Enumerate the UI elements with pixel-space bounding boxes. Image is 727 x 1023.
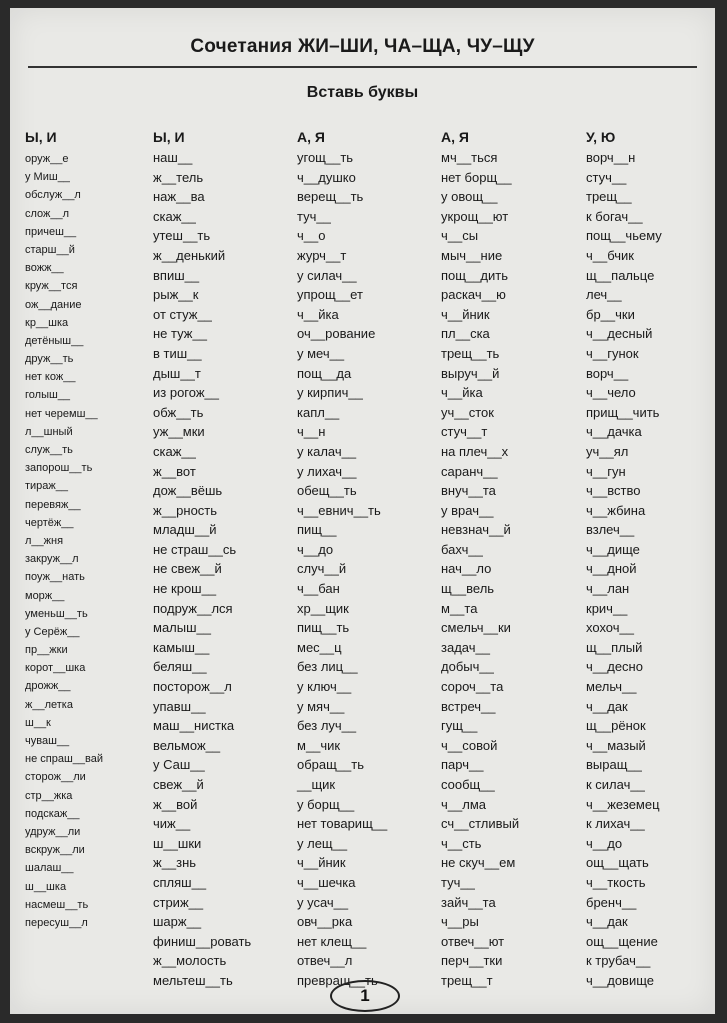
fill-in-word: ч__ткость (586, 874, 646, 890)
fill-in-word: слож__л (25, 207, 70, 220)
column-header: А, Я (297, 129, 325, 145)
fill-in-word: ч__йник (297, 855, 346, 871)
fill-in-word: м__чик (297, 737, 341, 753)
fill-in-word: ч__дной (586, 561, 637, 577)
fill-in-word: у кирпич__ (297, 385, 363, 401)
fill-in-word: м__та (441, 600, 478, 616)
fill-in-word: отвеч__ют (441, 933, 505, 949)
fill-in-word: стриж__ (153, 894, 204, 910)
fill-in-word: ч__гун (586, 463, 626, 479)
fill-in-word: хр__щик (297, 600, 349, 616)
fill-in-word: запорош__ть (25, 462, 93, 475)
word-column-3 (297, 126, 387, 991)
fill-in-word: чуваш__ (25, 735, 70, 747)
fill-in-word: круж__тся (25, 280, 78, 293)
fill-in-word: угощ__ть (297, 150, 354, 165)
fill-in-word: упрощ__ет (297, 287, 363, 303)
fill-in-word: у калач__ (297, 443, 357, 459)
fill-in-word: финиш__ровать (153, 933, 252, 949)
word-column-4 (441, 126, 519, 991)
fill-in-word: стр__жка (25, 789, 73, 802)
fill-in-word: леч__ (586, 287, 622, 303)
fill-in-word: ч__десно (586, 659, 643, 675)
fill-in-word: л__шный (25, 425, 73, 438)
fill-in-word: нет клещ__ (297, 933, 367, 949)
fill-in-word: ч__евнич__ть (297, 502, 381, 518)
fill-in-word: малыш__ (153, 620, 211, 636)
fill-in-word: ж__знь (153, 855, 197, 871)
fill-in-word: морж__ (25, 589, 65, 602)
fill-in-word: ж__летка (25, 698, 73, 711)
fill-in-word: шарж__ (153, 914, 202, 930)
fill-in-word: задач__ (441, 639, 490, 655)
fill-in-word: пр__жки (25, 644, 68, 657)
fill-in-word: сороч__та (441, 679, 504, 695)
fill-in-word: не скуч__ем (441, 855, 516, 871)
fill-in-word: уж__мки (153, 424, 205, 440)
fill-in-word: поуж__нать (25, 571, 85, 584)
fill-in-word: ч__йник (441, 306, 490, 322)
fill-in-word: оруж__е (25, 153, 69, 165)
fill-in-word: уменьш__ть (25, 607, 88, 620)
fill-in-word: из рогож__ (153, 385, 219, 401)
fill-in-word: мес__ц (297, 639, 342, 655)
fill-in-word: ч__бчик (586, 247, 634, 263)
fill-in-word: ч__дище (586, 541, 640, 557)
word-column-1 (25, 126, 103, 932)
fill-in-word: младш__й (153, 522, 217, 538)
fill-in-word: стуч__т (441, 424, 488, 440)
fill-in-word: ч__десный (586, 326, 653, 342)
word-list (441, 148, 519, 991)
fill-in-word: нет кож__ (25, 371, 76, 384)
fill-in-word: без лиц__ (297, 659, 358, 675)
fill-in-word: пощ__дить (441, 267, 508, 283)
page-title: Сочетания ЖИ–ШИ, ЧА–ЩА, ЧУ–ЩУ (190, 36, 535, 57)
word-list (586, 148, 662, 991)
fill-in-word: хохоч__ (586, 620, 634, 636)
fill-in-word: у овощ__ (441, 189, 498, 205)
fill-in-word: ворч__н (586, 150, 636, 165)
fill-in-word: отвеч__л (297, 953, 353, 969)
fill-in-word: ч__гунок (586, 345, 639, 361)
fill-in-word: ж__молость (153, 953, 227, 969)
fill-in-word: дрожж__ (25, 680, 71, 693)
fill-in-word: капл__ (297, 404, 340, 420)
fill-in-word: мельтеш__ть (153, 972, 233, 988)
fill-in-word: трещ__т (441, 972, 493, 988)
fill-in-word: ощ__щение (586, 933, 658, 949)
fill-in-word: у лихач__ (297, 463, 357, 479)
fill-in-word: упавш__ (153, 698, 206, 714)
word-list (153, 148, 251, 991)
fill-in-word: к лихач__ (586, 816, 645, 832)
fill-in-word: от стуж__ (153, 306, 212, 322)
fill-in-word: у мяч__ (297, 698, 345, 714)
fill-in-word: посторож__л (153, 679, 232, 695)
fill-in-word: превращ__ть (297, 972, 378, 988)
fill-in-word: встреч__ (441, 698, 496, 714)
fill-in-word: раскач__ю (441, 287, 506, 303)
fill-in-word: не крош__ (153, 581, 217, 597)
fill-in-word: ворч__ (586, 365, 629, 381)
fill-in-word: сторож__ли (25, 771, 86, 784)
fill-in-word: мыч__ние (441, 247, 503, 263)
fill-in-word: случ__й (297, 561, 347, 577)
fill-in-word: ч__чело (586, 385, 636, 401)
fill-in-word: ч__жбина (586, 502, 646, 518)
fill-in-word: ч__ры (441, 914, 479, 930)
column-header: А, Я (441, 129, 469, 145)
fill-in-word: стуч__ (586, 169, 627, 185)
fill-in-word: тираж__ (25, 480, 69, 493)
fill-in-word: пищ__ (297, 522, 337, 538)
fill-in-word: ч__о (297, 228, 326, 244)
fill-in-word: ч__вство (586, 483, 641, 499)
fill-in-word: детёныш__ (25, 334, 84, 347)
fill-in-word: ч__лма (441, 796, 486, 812)
fill-in-word: у Миш__ (25, 171, 70, 184)
fill-in-word: чиж__ (153, 816, 191, 832)
fill-in-word: перевяж__ (25, 498, 81, 511)
fill-in-word: пл__ска (441, 326, 490, 342)
fill-in-word: к трубач__ (586, 953, 651, 969)
fill-in-word: не туж__ (153, 326, 207, 342)
fill-in-word: обслуж__л (25, 189, 81, 202)
fill-in-word: мельч__ (586, 679, 637, 695)
fill-in-word: у врач__ (441, 502, 494, 518)
fill-in-word: ж__вой (153, 796, 198, 812)
fill-in-word: туч__ (441, 874, 475, 890)
fill-in-word: ч__душко (297, 169, 356, 185)
fill-in-word: ч__до (297, 541, 334, 557)
fill-in-word: гущ__ (441, 718, 478, 734)
fill-in-word: уч__ял (586, 443, 629, 459)
fill-in-word: рыж__к (153, 287, 199, 303)
fill-in-word: закруж__л (25, 553, 79, 566)
fill-in-word: маш__нистка (153, 718, 235, 734)
fill-in-word: добыч__ (441, 659, 494, 675)
fill-in-word: вожж__ (25, 262, 64, 275)
fill-in-word: у Серёж__ (25, 625, 80, 638)
fill-in-word: не спраш__вай (25, 753, 103, 766)
fill-in-word: у лещ__ (297, 835, 348, 851)
fill-in-word: к богач__ (586, 208, 643, 224)
column-header: Ы, И (153, 129, 185, 145)
fill-in-word: ч__бан (297, 581, 340, 597)
fill-in-word: к силач__ (586, 777, 645, 792)
fill-in-word: ч__йка (297, 306, 339, 322)
fill-in-word: обж__ть (153, 404, 204, 420)
fill-in-word: нет товарищ__ (297, 816, 388, 832)
fill-in-word: ч__сть (441, 835, 482, 851)
fill-in-word: сообщ__ (441, 777, 495, 792)
fill-in-word: ч__дак (586, 698, 628, 714)
fill-in-word: пощ__чьему (586, 228, 662, 244)
fill-in-word: верещ__ть (297, 189, 364, 205)
fill-in-word: ж__тель (153, 169, 204, 185)
task-instruction: Вставь буквы (306, 84, 419, 101)
fill-in-word: ч__сы (441, 228, 479, 244)
fill-in-word: бренч__ (586, 894, 637, 910)
fill-in-word: ож__дание (25, 298, 82, 311)
fill-in-word: голыш__ (25, 389, 71, 402)
fill-in-word: наж__ва (153, 189, 205, 205)
fill-in-word: дож__вёшь (153, 483, 223, 499)
fill-in-word: впиш__ (153, 267, 200, 283)
fill-in-word: у усач__ (297, 894, 349, 910)
fill-in-word: у меч__ (297, 345, 345, 361)
fill-in-word: взлеч__ (586, 522, 635, 538)
fill-in-word: невзнач__й (441, 522, 511, 538)
fill-in-word: ч__дачка (586, 424, 642, 440)
fill-in-word: утеш__ть (153, 228, 211, 244)
fill-in-word: прищ__чить (586, 404, 660, 420)
fill-in-word: у борщ__ (297, 796, 355, 812)
fill-in-word: ч__совой (441, 737, 498, 753)
word-column-5 (586, 126, 662, 991)
fill-in-word: нет черемш__ (25, 407, 98, 420)
fill-in-word: трещ__ть (441, 345, 500, 361)
fill-in-word: ш__к (25, 716, 51, 729)
page-number: 1 (330, 980, 400, 1012)
fill-in-word: щ__вель (441, 581, 495, 597)
fill-in-word: беляш__ (153, 659, 207, 675)
fill-in-word: выруч__й (441, 365, 500, 381)
fill-in-word: бахч__ (441, 541, 483, 557)
fill-in-word: без луч__ (297, 718, 357, 734)
fill-in-word: овч__рка (297, 914, 353, 930)
fill-in-word: внуч__та (441, 483, 496, 499)
fill-in-word: ощ__щать (586, 855, 649, 871)
fill-in-word: ж__рность (153, 502, 218, 518)
fill-in-word: у Саш__ (153, 757, 205, 773)
fill-in-word: корот__шка (25, 662, 86, 675)
fill-in-word: ч__мазый (586, 737, 646, 753)
fill-in-word: сч__стливый (441, 816, 520, 832)
fill-in-word: __щик (297, 777, 336, 792)
fill-in-word: укрощ__ют (441, 208, 509, 224)
fill-in-word: л__жня (25, 534, 64, 547)
fill-in-word: пищ__ть (297, 620, 350, 636)
fill-in-word: у ключ__ (297, 679, 352, 695)
fill-in-word: саранч__ (441, 463, 498, 479)
fill-in-word: крич__ (586, 600, 628, 616)
fill-in-word: ч__шечка (297, 874, 356, 890)
fill-in-word: ч__йка (441, 385, 483, 401)
column-header: У, Ю (586, 129, 616, 145)
fill-in-word: друж__ть (25, 353, 74, 366)
fill-in-word: чертёж__ (25, 516, 74, 529)
fill-in-word: ч__жеземец (586, 796, 660, 812)
fill-in-word: скаж__ (153, 208, 196, 224)
fill-in-word: мч__ться (441, 150, 498, 165)
fill-in-word: бр__чки (586, 306, 635, 322)
fill-in-word: не свеж__й (153, 561, 222, 577)
fill-in-word: скаж__ (153, 443, 196, 459)
fill-in-word: подруж__лся (153, 600, 233, 616)
fill-in-word: нет борщ__ (441, 169, 512, 185)
fill-in-word: ж__денький (153, 247, 226, 263)
fill-in-word: трещ__ (586, 189, 632, 205)
fill-in-word: спляш__ (153, 874, 207, 890)
worksheet-page (10, 8, 715, 1014)
fill-in-word: оч__рование (297, 326, 376, 342)
title-divider (28, 66, 697, 68)
fill-in-word: шалаш__ (25, 862, 74, 875)
fill-in-word: щ__пальце (586, 267, 655, 283)
fill-in-word: щ__рёнок (586, 718, 646, 734)
fill-in-word: выращ__ (586, 757, 642, 773)
fill-in-word: не страш__сь (153, 541, 237, 557)
fill-in-word: удруж__ли (25, 825, 81, 838)
fill-in-word: перч__тки (441, 953, 503, 969)
fill-in-word: парч__ (441, 757, 484, 773)
word-list (297, 148, 387, 991)
fill-in-word: в тиш__ (153, 345, 202, 361)
word-column-2 (153, 126, 251, 991)
fill-in-word: ж__вот (153, 463, 196, 479)
fill-in-word: служ__ть (25, 444, 73, 456)
fill-in-word: причеш__ (25, 225, 77, 238)
fill-in-word: журч__т (297, 247, 347, 263)
fill-in-word: вельмож__ (153, 737, 221, 753)
fill-in-word: ч__до (586, 835, 623, 851)
fill-in-word: на плеч__х (441, 443, 509, 459)
word-list (25, 150, 103, 932)
fill-in-word: ш__шка (25, 880, 67, 893)
fill-in-word: ч__н (297, 424, 326, 440)
column-header: Ы, И (25, 129, 57, 145)
fill-in-word: у силач__ (297, 267, 357, 283)
fill-in-word: вскруж__ли (25, 844, 85, 857)
fill-in-word: зайч__та (441, 894, 496, 910)
fill-in-word: свеж__й (153, 777, 204, 792)
fill-in-word: пересуш__л (25, 916, 88, 929)
fill-in-word: старш__й (25, 243, 75, 256)
fill-in-word: щ__плый (586, 639, 643, 655)
fill-in-word: ч__довище (586, 972, 654, 988)
fill-in-word: дыш__т (153, 365, 201, 381)
fill-in-word: уч__сток (441, 404, 494, 420)
fill-in-word: туч__ (297, 208, 331, 224)
fill-in-word: ч__дак (586, 914, 628, 930)
fill-in-word: пощ__да (297, 365, 352, 381)
fill-in-word: наш__ (153, 150, 193, 165)
fill-in-word: камыш__ (153, 639, 210, 655)
fill-in-word: насмеш__ть (25, 898, 89, 911)
fill-in-word: подскаж__ (25, 807, 80, 820)
fill-in-word: ч__лан (586, 581, 630, 597)
fill-in-word: ш__шки (153, 835, 202, 851)
fill-in-word: нач__ло (441, 561, 492, 577)
fill-in-word: обещ__ть (297, 483, 357, 499)
fill-in-word: кр__шка (25, 316, 69, 329)
fill-in-word: обращ__ть (297, 757, 365, 773)
fill-in-word: смельч__ки (441, 620, 511, 636)
